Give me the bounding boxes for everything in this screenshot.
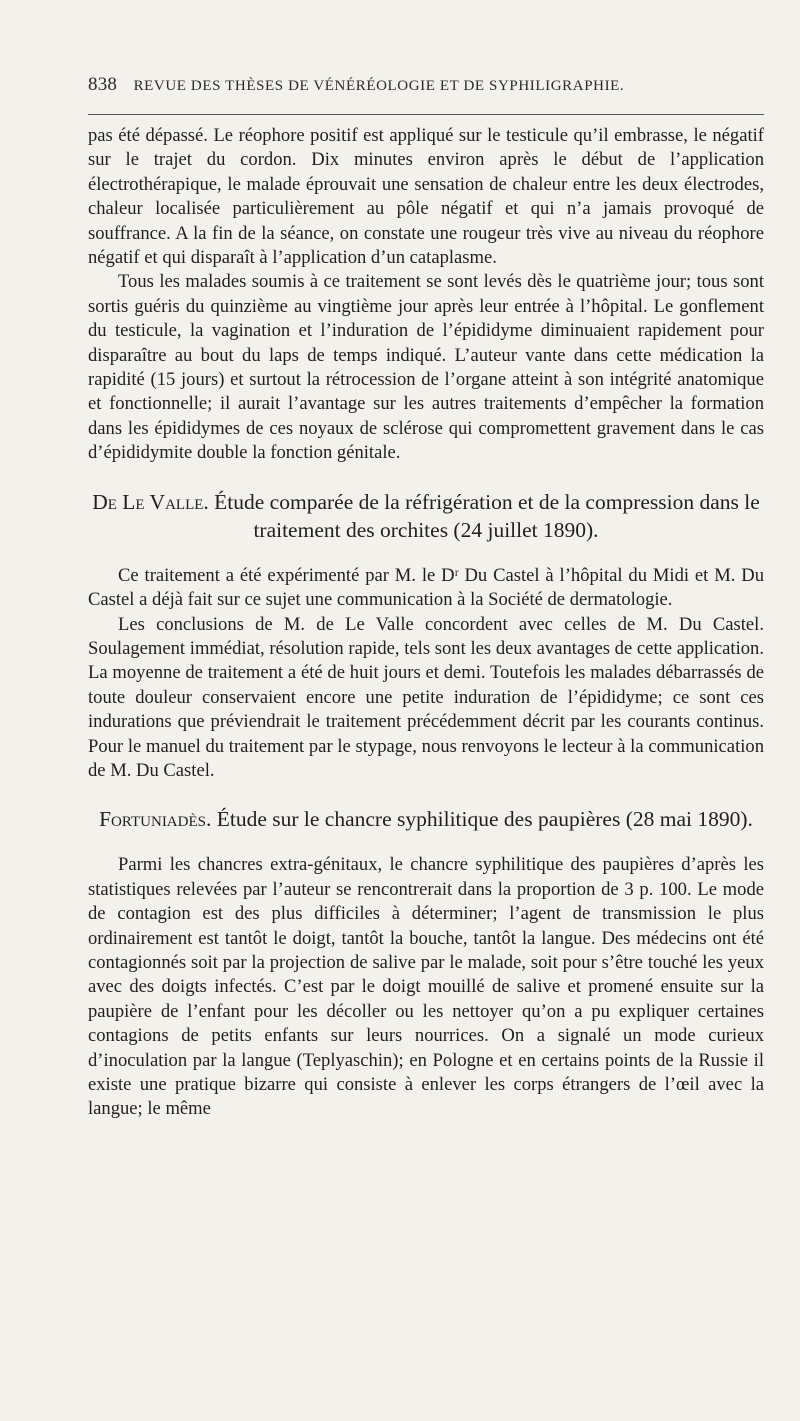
- section-title-2: Étude sur le chancre syphilitique des paupières (28 mai 1890).: [216, 807, 753, 832]
- running-head: [88, 74, 764, 96]
- paragraph-1: pas été dépassé. Le réophore positif est appliqué sur le testicule qu’il embrasse, le négatif sur le trajet du cordon. Dix minutes environ après le début de l’application électrothérapique, le malade éprouvait une sensation de chaleur entre les deux électrodes, chaleur localisée particulièrement au pôle négatif et qui n’a jamais provoqué de souffrance. A la fin de la séance, on constate une rougeur très vive au niveau du réophore négatif et qui disparaît à l’application d’un cataplasme.: [88, 125, 764, 269]
- body-text: [88, 124, 764, 1122]
- paragraph-4: Les conclusions de M. de Le Valle concordent avec celles de M. Du Castel. Soulagement immédiat, résolution rapide, tels sont les deux avantages de cette application. La moyenne de traitement a été de huit jours et demi. Toutefois les malades débarrassés de toute douleur conservaient encore une petite induration de l’épididyme; ce sont ces indurations que préviendrait le traitement précédemment décrit par les courants continus. Pour le manuel du traitement par le stypage, nous renvoyons le lecteur à la communication de M. Du Castel.: [88, 613, 764, 781]
- section-heading-1: [88, 488, 764, 544]
- section-heading-2: [88, 805, 764, 833]
- paragraph-5: Parmi les chancres extra-génitaux, le chancre syphilitique des paupières d’après les statistiques relevées par l’auteur se rencontrerait dans la proportion de 3 p. 100. Le mode de contagion est des plus difficiles à déterminer; l’agent de transmission le plus ordinairement est tantôt le doigt, tantôt la bouche, tantôt la langue. Des médecins ont été contagionnés soit par la projection de salive par le malade, soit pour s’être touché les yeux avec des doigts infectés. C’est par le doigt mouillé de salive et promené ensuite sur la paupière de l’enfant pour les décoller ou les nettoyer qu’on a pu expliquer certaines contagions de petits enfants sur leurs nourrices. On a signalé un mode curieux d’inoculation par la langue (Teplyaschin); en Pologne et en certains points de la Russie il existe une pratique bizarre qui consiste à enlever les corps étrangers de l’œil avec la langue; le même: [88, 854, 764, 1120]
- section-author-2: Fortuniadès.: [99, 807, 212, 832]
- journal-title: REVUE DES THÈSES DE VÉNÉRÉOLOGIE ET DE SYPHILIGRAPHIE.: [133, 78, 625, 94]
- section-author-1: De Le Valle.: [92, 489, 209, 514]
- paragraph-2: Tous les malades soumis à ce traitement se sont levés dès le quatrième jour; tous sont sortis guéris du quinzième au vingtième jour après leur entrée à l’hôpital. Le gonflement du testicule, la vagination et l’induration de l’épididyme diminuaient rapidement pour disparaître au bout du laps de temps indiqué. L’auteur vante dans cette médication la rapidité (15 jours) et surtout la rétrocession de l’organe atteint à son intégrité anatomique et fonctionnelle; il aurait l’avantage sur les autres traitements d’empêcher la formation dans les épididymes de ces noyaux de sclérose qui compromettent gravement dans le cas d’épididymite double la fonction génitale.: [88, 271, 764, 464]
- section-title-1: Étude comparée de la réfrigération et de la compression dans le traitement des orchites (24 juillet 1890).: [214, 489, 760, 542]
- page-number: 838: [88, 74, 118, 95]
- paragraph-3: Ce traitement a été expérimenté par M. le Dʳ Du Castel à l’hôpital du Midi et M. Du Castel a déjà fait sur ce sujet une communication à la Société de dermatologie.: [88, 564, 764, 611]
- header-rule: [88, 114, 764, 115]
